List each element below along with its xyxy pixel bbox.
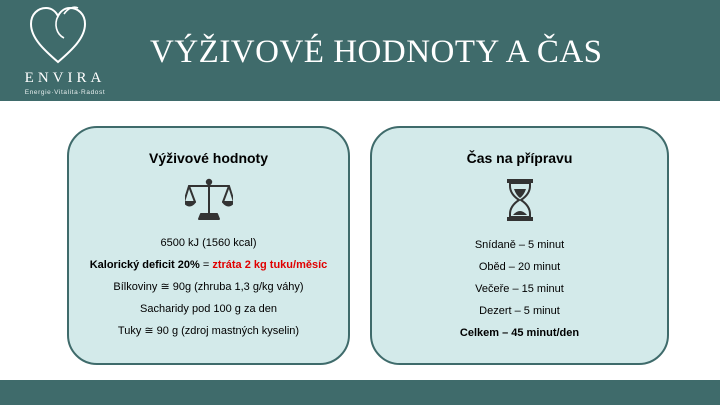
total-line: Celkem – 45 minut/den <box>459 327 580 339</box>
carbs-line: Sacharidy pod 100 g za den <box>140 303 277 315</box>
energy-line: 6500 kJ (1560 kcal) <box>160 237 257 249</box>
dessert-line: Dezert – 5 minut <box>479 305 560 317</box>
deficit-result: ztráta 2 kg tuku/měsíc <box>212 259 328 271</box>
brand-name: ENVIRA <box>24 70 106 86</box>
dinner-line: Večeře – 15 minut <box>475 283 564 295</box>
header-bar <box>0 0 720 101</box>
nutrition-heading: Výživové hodnoty <box>148 150 269 166</box>
slide-title: VÝŽIVOVÉ HODNOTY A ČAS <box>150 34 603 70</box>
hourglass-icon <box>505 178 535 222</box>
deficit-equals: = <box>199 259 213 271</box>
nutrition-card <box>67 126 350 365</box>
logo <box>0 0 130 101</box>
deficit-line <box>69 254 348 276</box>
scales-icon <box>185 178 233 222</box>
heart-outline-icon <box>28 4 88 66</box>
fats-line: Tuky ≅ 90 g (zdroj mastných kyselin) <box>117 325 300 337</box>
breakfast-line: Snídaně – 5 minut <box>474 239 565 251</box>
footer-bar <box>0 380 720 405</box>
prep-time-heading: Čas na přípravu <box>466 150 573 166</box>
lunch-line: Oběd – 20 minut <box>478 261 561 273</box>
deficit-label: Kalorický deficit 20% <box>89 259 200 271</box>
prep-time-card <box>370 126 669 365</box>
brand-tagline: Energie·Vitalita·Radost <box>24 89 106 96</box>
protein-line: Bílkoviny ≅ 90g (zhruba 1,3 g/kg váhy) <box>113 281 304 293</box>
